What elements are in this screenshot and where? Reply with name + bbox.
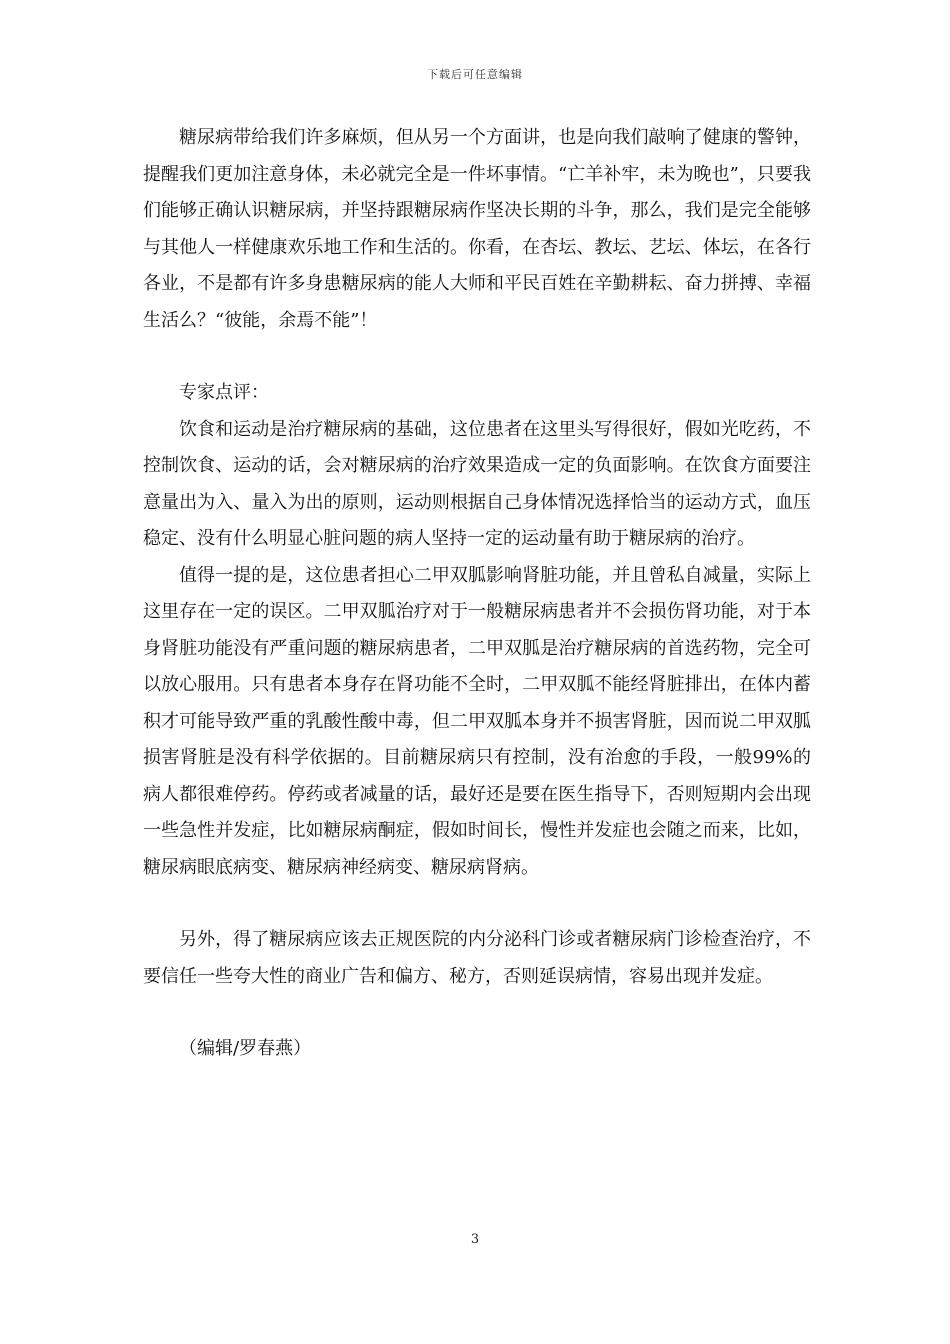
paragraph-gap bbox=[143, 339, 811, 375]
paragraph-advice: 另外，得了糖尿病应该去正规医院的内分泌科门诊或者糖尿病门诊检查治疗，不要信任一些夸大性的商业广告和偏方、秘方，否则延误病情，容易出现并发症。 bbox=[143, 929, 811, 987]
editor-credit: （编辑/罗春燕） bbox=[179, 1038, 312, 1059]
paragraph-diet-exercise: 饮食和运动是治疗糖尿病的基础，这位患者在这里头写得很好，假如光吃药，不控制饮食、运动的话，会对糖尿病的治疗效果造成一定的负面影响。在饮食方面要注意量出为入、量入为出的原则，运动则根据自己身体情况选择恰当的运动方式，血压稳定、没有什么明显心脏问题的病人坚持一定的运动量有助于糖尿病的治疗。 bbox=[143, 418, 811, 549]
expert-comment-heading: 专家点评： bbox=[179, 382, 269, 403]
document-body bbox=[143, 120, 811, 1068]
page-number: 3 bbox=[470, 1232, 480, 1247]
paragraph-metformin: 值得一提的是，这位患者担心二甲双胍影响肾脏功能，并且曾私自减量，实际上这里存在一定的误区。二甲双胍治疗对于一般糖尿病患者并不会损伤肾功能，对于本身肾脏功能没有严重问题的糖尿病患者，二甲双胍是治疗糖尿病的首选药物，完全可以放心服用。只有患者本身存在肾功能不全时，二甲双胍不能经肾脏排出，在体内蓄积才可能导致严重的乳酸性酸中毒，但二甲双胍本身并不损害肾脏，因而说二甲双胍损害肾脏是没有科学依据的。目前糖尿病只有控制，没有治愈的手段，一般99%的病人都很难停药。停药或者减量的话，最好还是要在医生指导下，否则短期内会出现一些急性并发症，比如糖尿病酮症，假如时间长，慢性并发症也会随之而来，比如，糖尿病眼底病变、糖尿病神经病变、糖尿病肾病。 bbox=[143, 564, 811, 878]
paragraph-conclusion: 糖尿病带给我们许多麻烦，但从另一个方面讲，也是向我们敲响了健康的警钟，提醒我们更加注意身体，未必就完全是一件坏事情。“亡羊补牢，未为晚也”，只要我们能够正确认识糖尿病，并坚持跟糖尿病作坚决长期的斗争，那么，我们是完全能够与其他人一样健康欢乐地工作和生活的。你看，在杏坛、教坛、艺坛、体坛，在各行各业，不是都有许多身患糖尿病的能人大师和平民百姓在辛勤耕耘、奋力拼搏、幸福生活么？“彼能，余焉不能”！ bbox=[143, 127, 811, 331]
page-header: 下载后可任意编辑 bbox=[427, 68, 523, 81]
paragraph-gap bbox=[143, 995, 811, 1031]
paragraph-gap bbox=[143, 886, 811, 922]
